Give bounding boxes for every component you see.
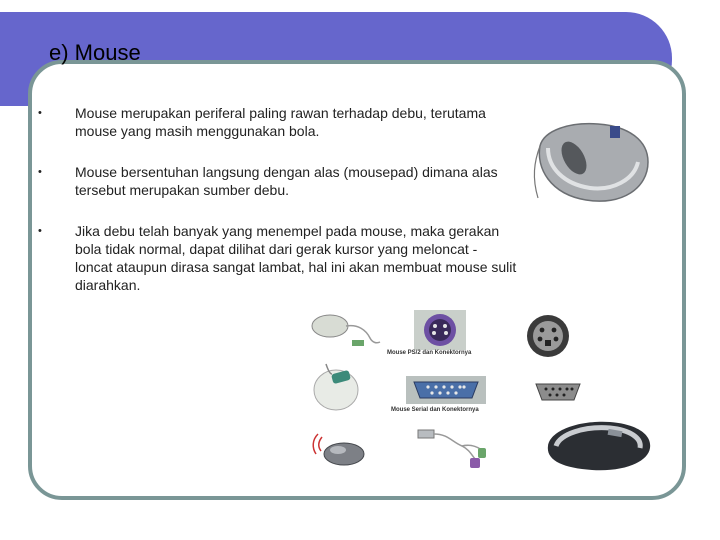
optical-mouse-photo [540, 416, 656, 476]
ps2-caption: Mouse PS/2 dan Konektornya [387, 350, 472, 356]
wireless-mouse-photo [308, 428, 368, 470]
serial-port-photo [532, 378, 584, 406]
bullet-item: • Jika debu telah banyak yang menempel pada mouse, maka gerakan bola tidak normal, dapat dilihat dari gerak kursor yang meloncat - loncat ataupun dirasa sangat lambat, hal ini akan membuat mouse sulit diarahkan. [37, 222, 517, 294]
silver-mouse-photo [530, 118, 656, 210]
bullet-item: • Mouse bersentuhan langsung dengan alas (mousepad) dimana alas tersebut merupakan sumber debu. [37, 163, 517, 199]
bullet-list [37, 104, 517, 294]
ball-mouse-photo [308, 360, 364, 414]
bullet-item: • Mouse merupakan periferal paling rawan terhadap debu, terutama mouse yang masih menggunakan bola. [37, 104, 517, 140]
ps2-port-photo [522, 312, 574, 360]
serial-connector-photo [406, 376, 486, 404]
ps2-usb-adapter-photo [412, 420, 488, 472]
ps2-connector-photo [414, 310, 466, 350]
ps2-mouse-photo [308, 308, 384, 350]
serial-caption: Mouse Serial dan Konektornya [391, 407, 479, 413]
slide-title: e) Mouse [49, 40, 141, 65]
